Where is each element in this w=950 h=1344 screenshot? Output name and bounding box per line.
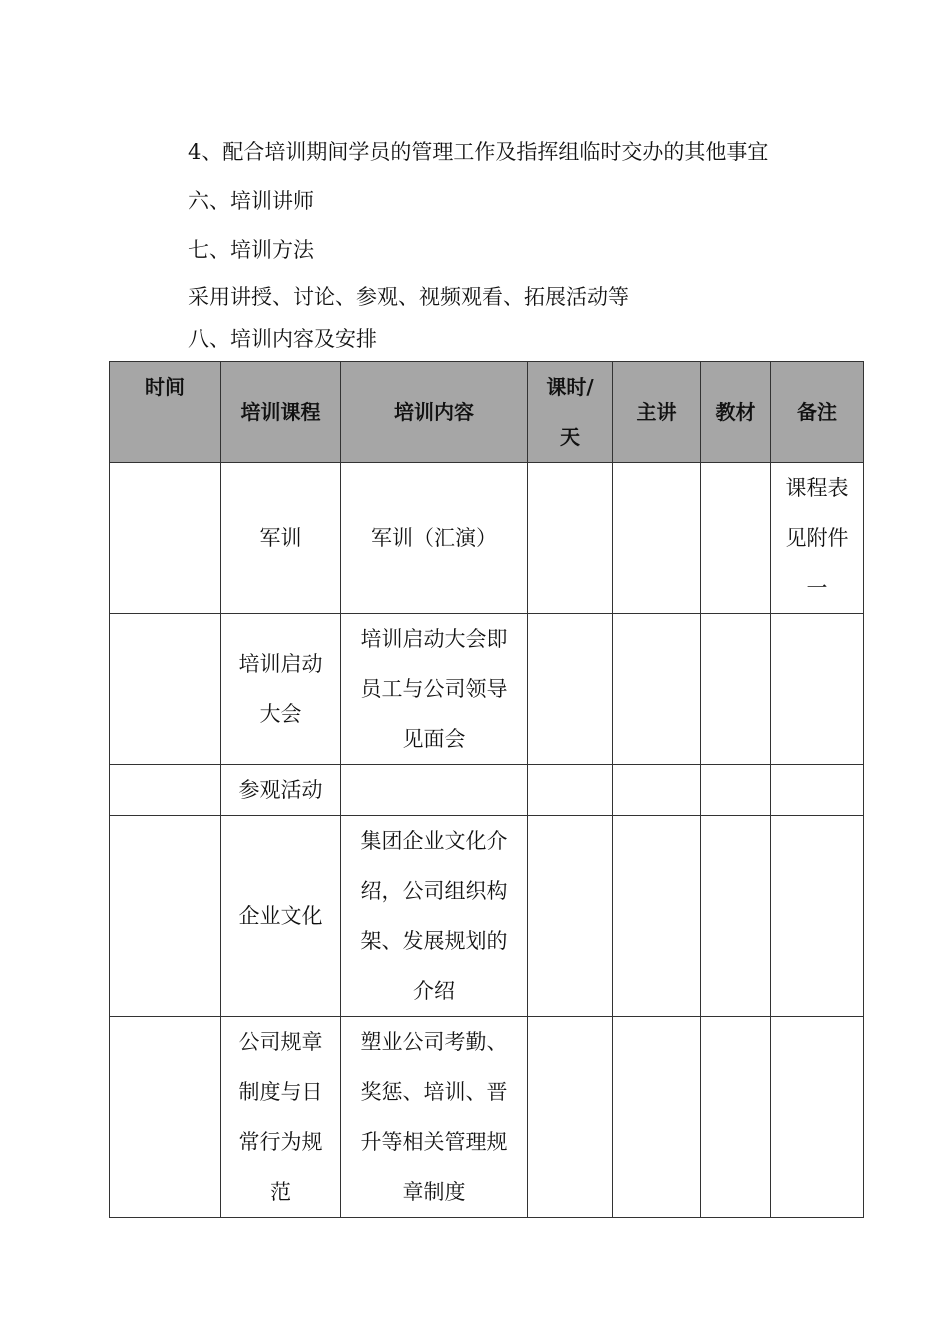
cell-hours xyxy=(528,463,613,614)
header-content: 培训内容 xyxy=(341,362,528,463)
cell-note xyxy=(771,463,864,614)
cell-lecturer xyxy=(613,1017,701,1218)
cell-time xyxy=(110,463,221,614)
table-row xyxy=(110,765,864,816)
cell-content xyxy=(341,1017,528,1218)
cell-course xyxy=(221,765,341,816)
cell-content xyxy=(341,816,528,1017)
header-lecturer: 主讲 xyxy=(613,362,701,463)
cell-course xyxy=(221,463,341,614)
cell-material xyxy=(701,765,771,816)
cell-course xyxy=(221,816,341,1017)
cell-time xyxy=(110,765,221,816)
header-hours-label: 课时/天 xyxy=(546,375,594,449)
cell-lecturer xyxy=(613,816,701,1017)
table-header-row xyxy=(110,362,864,463)
header-time: 时间 xyxy=(110,362,221,463)
table-row xyxy=(110,614,864,765)
cell-note xyxy=(771,614,864,765)
note-text: 课程表见附件一 xyxy=(785,476,849,600)
content-text: 集团企业文化介绍，公司组织构架、发展规划的介绍 xyxy=(360,829,508,1003)
section-heading-trainers: 六、培训讲师 xyxy=(188,189,314,213)
course-name: 军训 xyxy=(259,526,302,550)
cell-lecturer xyxy=(613,463,701,614)
course-name: 参观活动 xyxy=(238,778,323,802)
cell-note xyxy=(771,1017,864,1218)
cell-hours xyxy=(528,765,613,816)
cell-time xyxy=(110,614,221,765)
section-heading-methods: 七、培训方法 xyxy=(188,238,314,262)
header-material: 教材 xyxy=(701,362,771,463)
cell-hours xyxy=(528,816,613,1017)
cell-material xyxy=(701,816,771,1017)
header-note: 备注 xyxy=(771,362,864,463)
header-hours xyxy=(528,362,613,463)
header-course: 培训课程 xyxy=(221,362,341,463)
table-row xyxy=(110,1017,864,1218)
cell-lecturer xyxy=(613,614,701,765)
cell-content xyxy=(341,765,528,816)
course-name: 培训启动大会 xyxy=(238,652,323,726)
cell-course xyxy=(221,614,341,765)
cell-note xyxy=(771,816,864,1017)
cell-time xyxy=(110,1017,221,1218)
cell-material xyxy=(701,463,771,614)
course-name: 公司规章制度与日常行为规范 xyxy=(238,1030,323,1204)
cell-lecturer xyxy=(613,765,701,816)
cell-material xyxy=(701,1017,771,1218)
paragraph-duty-4: 4、配合培训期间学员的管理工作及指挥组临时交办的其他事宜 xyxy=(188,140,769,164)
cell-content xyxy=(341,614,528,765)
training-schedule-table xyxy=(109,361,864,1218)
cell-material xyxy=(701,614,771,765)
cell-course xyxy=(221,1017,341,1218)
section-heading-content-schedule: 八、培训内容及安排 xyxy=(188,327,377,351)
cell-time xyxy=(110,816,221,1017)
content-text: 军训（汇演） xyxy=(371,526,497,550)
table-row xyxy=(110,816,864,1017)
content-text: 培训启动大会即员工与公司领导见面会 xyxy=(360,627,508,751)
cell-hours xyxy=(528,1017,613,1218)
cell-content xyxy=(341,463,528,614)
course-name: 企业文化 xyxy=(238,904,323,928)
paragraph-methods: 采用讲授、讨论、参观、视频观看、拓展活动等 xyxy=(188,285,629,309)
cell-hours xyxy=(528,614,613,765)
content-text: 塑业公司考勤、奖惩、培训、晋升等相关管理规章制度 xyxy=(360,1030,508,1204)
cell-note xyxy=(771,765,864,816)
table-row xyxy=(110,463,864,614)
